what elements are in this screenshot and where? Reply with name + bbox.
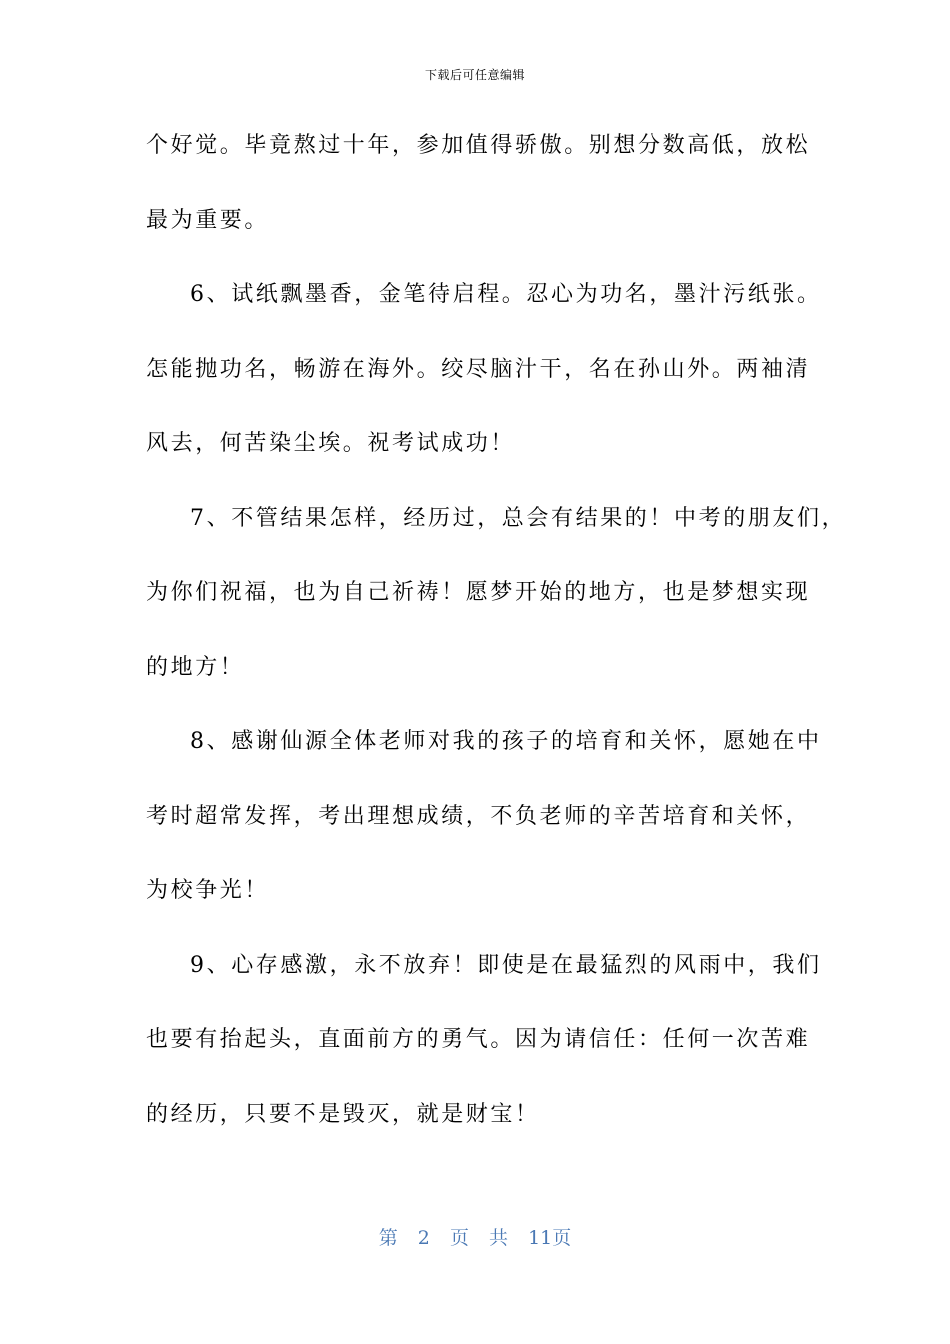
page-footer [0,1223,950,1250]
document-body [146,121,847,1164]
text-line: 为你们祝福，也为自己祈祷！愿梦开始的地方，也是梦想实现 [146,580,811,605]
footer-label-di: 第 [378,1227,398,1249]
footer-label-ye2: 页 [552,1227,572,1249]
paragraph [146,717,836,941]
text-line: 考时超常发挥，考出理想成绩，不负老师的辛苦培育和关怀， [146,803,811,829]
text-line: 风去，何苦染尘埃。祝考试成功！ [146,431,516,456]
page-header: 下载后可任意编辑 [424,68,525,82]
page-number-current: 2 [417,1227,430,1249]
text-line: 7、不管结果怎样，经历过，总会有结果的！中考的朋友们， [190,505,847,531]
text-line: 9、心存感激，永不放弃！即使是在最猛烈的风雨中，我们 [190,952,822,978]
paragraph [146,121,836,270]
text-line: 的经历，只要不是毁灭，就是财宝！ [146,1101,540,1127]
text-line: 为校争光！ [146,878,270,903]
text-line: 也要有抬起头，直面前方的勇气。因为请信任：任何一次苦难 [146,1027,811,1052]
text-line: 最为重要。 [146,207,270,233]
paragraph [146,494,847,718]
text-line: 的地方！ [146,654,245,680]
paragraph [146,270,836,494]
text-line: 8、感谢仙源全体老师对我的孩子的培育和关怀，愿她在中 [190,729,822,754]
text-line: 怎能抛功名，畅游在海外。绞尽脑汁干，名在孙山外。两袖清 [146,356,811,382]
page-number-total: 11 [528,1227,553,1249]
text-line: 6、试纸飘墨香，金笔待启程。忍心为功名，墨汁污纸张。 [190,282,822,307]
footer-label-ye: 页 [449,1227,469,1249]
text-line: 个好觉。毕竟熬过十年，参加值得骄傲。别想分数高低，放松 [146,133,811,158]
footer-label-gong: 共 [489,1227,509,1249]
paragraph [146,941,836,1165]
